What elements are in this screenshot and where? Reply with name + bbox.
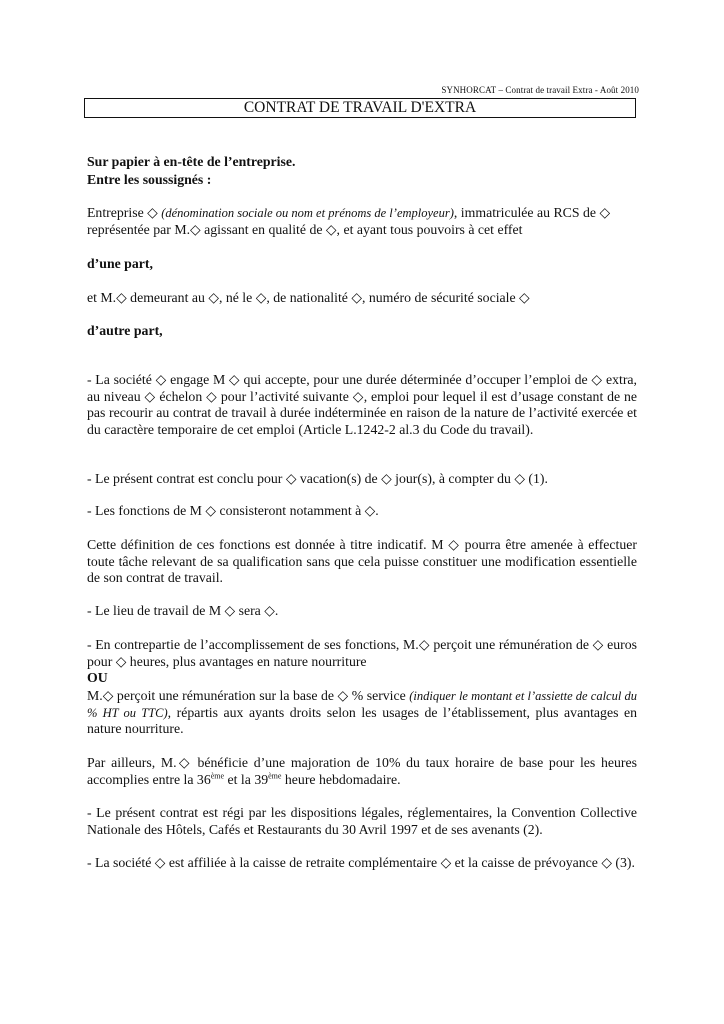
party1-label: d’une part, [87,256,153,271]
party2-paragraph: et M.◇ demeurant au ◇, né le ◇, de nationalité ◇, numéro de sécurité sociale ◇ [87,290,530,305]
majoration-text-1: Par ailleurs, M.◇ bénéficie d’une majoration de 10% du taux horaire de base pour les heures accomplies entre la 36 [87,755,637,787]
clause-retraite: - La société ◇ est affiliée à la caisse de retraite complémentaire ◇ et la caisse de prévoyance ◇ (3). [87,855,635,870]
majoration-sup-2: ème [268,770,282,780]
clause-engage: - La société ◇ engage M ◇ qui accepte, pour une durée déterminée d’occuper l’emploi de ◇ extra, au niveau ◇ échelon ◇ pour l’activité suivante ◇, emploi pour lequel il est d’usage constant de ne pas recourir au contrat de travail à durée indéterminée en raison de la nature de l’activité exercée et du caractère temporaire de cet emploi (Article L.1242-2 al.3 du Code du travail). [87,372,637,437]
majoration-text-2: et la 39 [224,771,269,787]
clause-duree: - Le présent contrat est conclu pour ◇ vacation(s) de ◇ jour(s), à compter du ◇ (1). [87,471,548,486]
party1-italic: (dénomination sociale ou nom et prénoms de l’employeur) [161,206,454,220]
clause-ou: OU [87,670,108,685]
clause-majoration [87,755,637,788]
document-title: CONTRAT DE TRAVAIL D'EXTRA [84,98,636,118]
clause-service [87,688,637,738]
clause-regi: - Le présent contrat est régi par les dispositions légales, réglementaires, la Convention Collective Nationale des Hôtels, Cafés et Restaurants du 30 Avril 1997 et de ses avenants (2). [87,805,637,837]
service-italic: (indiquer le montant et l’assiette de calcul du % HT ou TTC) [87,689,637,720]
clause-definition: Cette définition de ces fonctions est donnée à titre indicatif. M ◇ pourra être amenée à effectuer toute tâche relevant de sa qualification sans que cela puisse constituer une modification essentielle de son contrat de travail. [87,537,637,585]
service-post: , répartis aux ayants droits selon les usages de l’établissement, plus avantages en nature nourriture. [87,704,637,736]
clause-fonctions: - Les fonctions de M ◇ consisteront notamment à ◇. [87,503,379,518]
party1-paragraph [87,205,637,238]
majoration-text-3: heure hebdomadaire. [281,771,401,787]
service-pre: M.◇ perçoit une rémunération sur la base de ◇ % service [87,688,410,703]
majoration-sup-1: ème [210,770,225,780]
party2-label: d’autre part, [87,323,163,338]
party1-pre: Entreprise ◇ [87,205,162,220]
party1-post: , immatriculée au RCS de ◇ représentée par M.◇ agissant en qualité de ◇, et ayant tous pouvoirs à cet effet [87,205,611,237]
intro-between: Entre les soussignés : [87,172,212,187]
header-note: SYNHORCAT – Contrat de travail Extra - Août 2010 [441,85,639,95]
intro-letterhead: Sur papier à en-tête de l’entreprise. [87,154,296,169]
clause-lieu: - Le lieu de travail de M ◇ sera ◇. [87,603,279,618]
clause-remuneration: - En contrepartie de l’accomplissement de ses fonctions, M.◇ perçoit une rémunération de ◇ euros pour ◇ heures, plus avantages en nature nourriture [87,637,637,669]
